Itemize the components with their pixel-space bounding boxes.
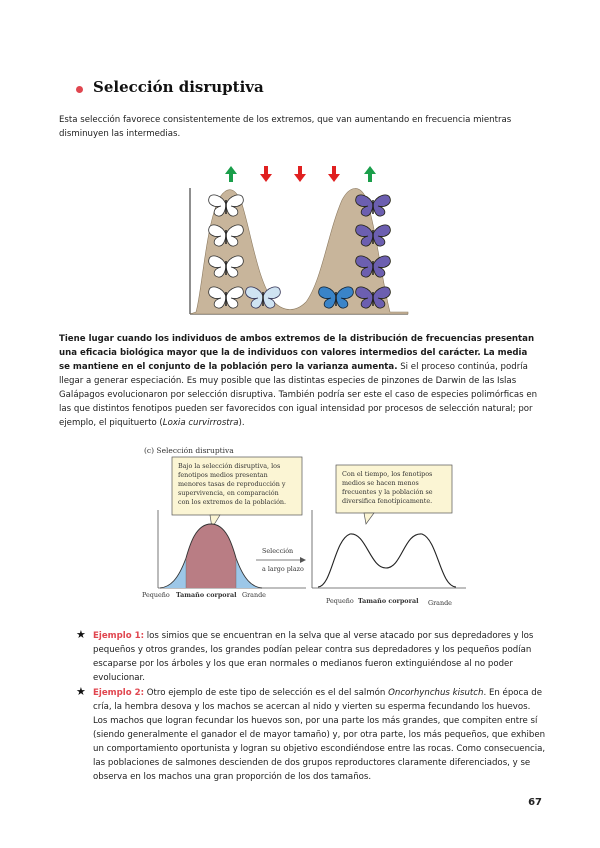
- textbook-disruptive-selection-diagram: [140, 440, 466, 612]
- left-axis-small: Pequeño: [142, 591, 170, 599]
- page-number: 67: [528, 797, 542, 808]
- arrow-down-icon: [294, 166, 306, 182]
- note-left-line: supervivencia, en comparación: [178, 489, 279, 497]
- explanation-bold-1: Tiene lugar cuando los individuos de ambos extremos de la distribución de frecuencias presentan una eficacia biológica mayor que la de individuos con valores intermedios del carácter.: [59, 334, 535, 358]
- explanation-bold-2: La media se mantiene en el conjunto de la población pero la varianza aumenta.: [59, 348, 528, 372]
- figure2-caption: (c) Selección disruptiva: [144, 446, 234, 455]
- note-left-line: menores tasas de reproducción y: [178, 480, 286, 488]
- long-term-label: Selección: [262, 547, 294, 555]
- intro-paragraph: Esta selección favorece consistentemente de los extremos, que van aumentando en frecuencia mientras disminuyen las intermedias.: [59, 115, 512, 139]
- left-axis-large: Grande: [242, 591, 266, 599]
- section-title: Selección disruptiva: [93, 78, 264, 96]
- right-axis-title: Tamaño corporal: [358, 597, 419, 605]
- example-text: . En época de cría, la hembra desova y los machos se acercan al nido y vierten su esperma fecundando los huevos. Los machos que logran fecundar los huevos son, por una parte los más grandes, que compiten entre sí (siendo generalmente el ganador el de mayor tamaño) y, por otra parte, los más pequeños, que exhiben un comportamiento oportunista y logran su objetivo escondiéndose entre las rocas. Como consecuencia, las poblaciones de salmones descienden de dos grupos reproductores claramente diferenciados, y se observa en los machos una gran proporción de los dos tamaños.: [93, 688, 546, 782]
- note-right-line: Con el tiempo, los fenotipos: [342, 470, 433, 478]
- section-bullet: [76, 86, 83, 93]
- explanation-text: Si el proceso continúa, podría llegar a generar especiación. Es muy posible que las distintas especies de pinzones de Darwin de las Islas Galápagos evolucionaron por selección disruptiva. También podría ser este el caso de especies polimórficas en las que distintos fenotipos pueden ser favorecidos con igual intensidad por procesos de selección natural; por ejemplo, el piquituerto (: [59, 362, 538, 428]
- right-axis-large: Grande: [428, 599, 452, 607]
- arrow-down-icon: [328, 166, 340, 182]
- example-text: Otro ejemplo de este tipo de selección es el del salmón: [144, 688, 389, 698]
- explanation-paragraph: [59, 332, 541, 430]
- star-bullet-icon: ★: [76, 685, 86, 698]
- left-axis-title: Tamaño corporal: [176, 591, 237, 599]
- note-left-line: Bajo la selección disruptiva, los: [178, 462, 281, 470]
- examples-list: [76, 629, 546, 785]
- arrow-down-icon: [260, 166, 272, 182]
- species-name: Oncorhynchus kisutch: [388, 688, 484, 698]
- note-right-line: medios se hacen menos: [342, 479, 419, 487]
- arrow-up-icon: [225, 166, 237, 182]
- species-name: Loxia curvirrostra: [162, 418, 239, 428]
- bimodal-curve-right: [318, 534, 456, 587]
- explanation-end: ).: [238, 418, 245, 428]
- right-tail-blue: [236, 558, 262, 588]
- note-left-line: fenotipos medios presentan: [178, 471, 268, 479]
- right-axis-small: Pequeño: [326, 597, 354, 605]
- list-item: [76, 686, 546, 784]
- arrow-up-icon: [364, 166, 376, 182]
- note-left-line: con los extremos de la población.: [178, 498, 287, 506]
- middle-hump: [186, 524, 236, 588]
- butterfly-purple-icon: [356, 195, 391, 216]
- note-right-line: diversifica fenotípicamente.: [342, 497, 433, 505]
- example-label: Ejemplo 1:: [93, 631, 145, 641]
- disruptive-selection-butterfly-figure: [176, 152, 412, 322]
- list-item: [76, 629, 546, 685]
- left-tail-blue: [160, 558, 186, 588]
- example-label: Ejemplo 2:: [93, 688, 145, 698]
- example-text: los simios que se encuentran en la selva que al verse atacado por sus depredadores y los pequeños y otros grandes, los grandes podían pelear contra sus depredadores y los pequeños podían escaparse por los árboles y los que eran normales o medianos fueron extinguiéndose al no poder evolucionar.: [93, 631, 534, 683]
- note-right-line: frecuentes y la población se: [342, 488, 433, 496]
- long-term-label: a largo plazo: [262, 565, 304, 573]
- star-bullet-icon: ★: [76, 628, 86, 641]
